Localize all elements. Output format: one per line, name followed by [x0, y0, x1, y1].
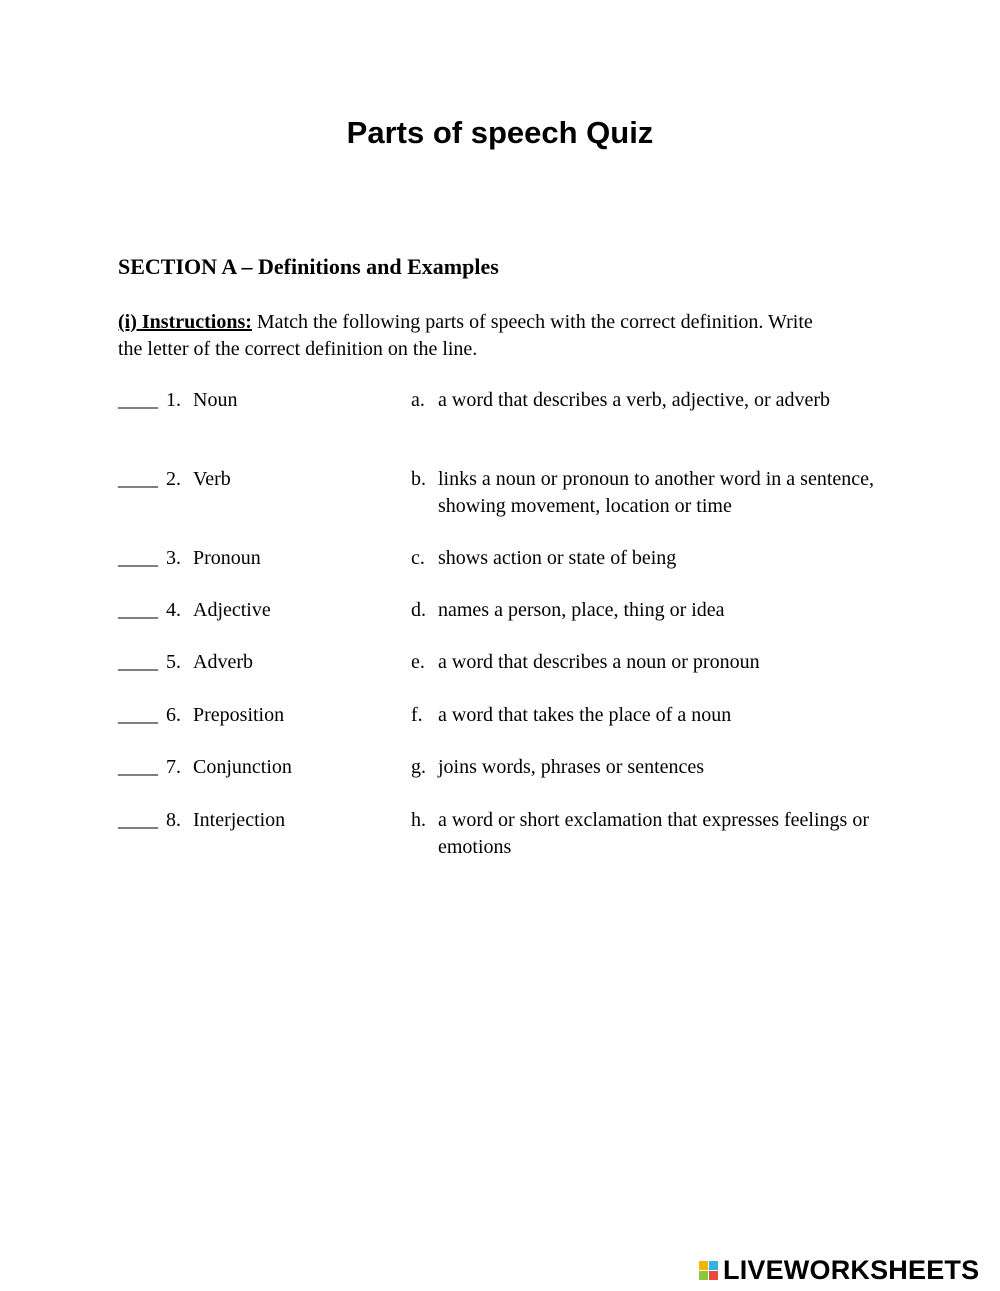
answer-blank[interactable]: ____ [118, 756, 158, 778]
answer-blank[interactable]: ____ [118, 389, 158, 411]
instructions [118, 309, 818, 363]
definition-letter: g. [411, 756, 426, 778]
page-title: Parts of speech Quiz [346, 115, 654, 150]
item-number: 7. [166, 756, 181, 778]
definition-letter: a. [411, 389, 425, 411]
logo-cell [699, 1271, 708, 1280]
definition-text: shows action or state of being [438, 547, 677, 569]
item-term: Adverb [193, 651, 253, 673]
definition-text: a word that takes the place of a noun [438, 704, 732, 726]
liveworksheets-logo-icon [699, 1261, 718, 1280]
item-number: 6. [166, 704, 181, 726]
item-term: Preposition [193, 704, 285, 726]
logo-cell [709, 1261, 718, 1270]
definition-letter: c. [411, 547, 425, 569]
answer-blank[interactable]: ____ [118, 547, 158, 569]
item-number: 4. [166, 599, 181, 621]
definition-text: joins words, phrases or sentences [438, 756, 705, 778]
item-term: Interjection [193, 809, 286, 831]
footer-brand [699, 1255, 979, 1286]
item-term: Adjective [193, 599, 271, 621]
definition-text: a word that describes a verb, adjective, or adverb [438, 389, 831, 411]
item-number: 2. [166, 468, 181, 490]
logo-cell [709, 1271, 718, 1280]
instructions-label: (i) Instructions: [118, 311, 252, 333]
definition-text: links a noun or pronoun to another word in a sentence, showing movement, location or time [438, 468, 875, 517]
item-term: Verb [193, 468, 231, 490]
section-heading: SECTION A – Definitions and Examples [118, 254, 499, 279]
item-term: Pronoun [193, 547, 261, 569]
item-term: Noun [193, 389, 238, 411]
definition-letter: d. [411, 599, 426, 621]
answer-blank[interactable]: ____ [118, 809, 158, 831]
answer-blank[interactable]: ____ [118, 599, 158, 621]
item-number: 8. [166, 809, 181, 831]
definition-letter: h. [411, 809, 426, 831]
item-number: 3. [166, 547, 181, 569]
definition-text: a word or short exclamation that expresses feelings or emotions [438, 809, 869, 858]
logo-cell [699, 1261, 708, 1270]
item-number: 1. [166, 389, 181, 411]
item-number: 5. [166, 651, 181, 673]
brand-name: LIVEWORKSHEETS [723, 1255, 980, 1285]
answer-blank[interactable]: ____ [118, 468, 158, 490]
definition-text: a word that describes a noun or pronoun [438, 651, 760, 673]
answer-blank[interactable]: ____ [118, 651, 158, 673]
instructions-text: Match the following parts of speech with the correct definition. Write the letter of the correct definition on the line. [118, 311, 813, 360]
definition-letter: f. [411, 704, 423, 726]
definition-letter: e. [411, 651, 425, 673]
definition-letter: b. [411, 468, 426, 490]
answer-blank[interactable]: ____ [118, 704, 158, 726]
definition-text: names a person, place, thing or idea [438, 599, 725, 621]
item-term: Conjunction [193, 756, 292, 778]
